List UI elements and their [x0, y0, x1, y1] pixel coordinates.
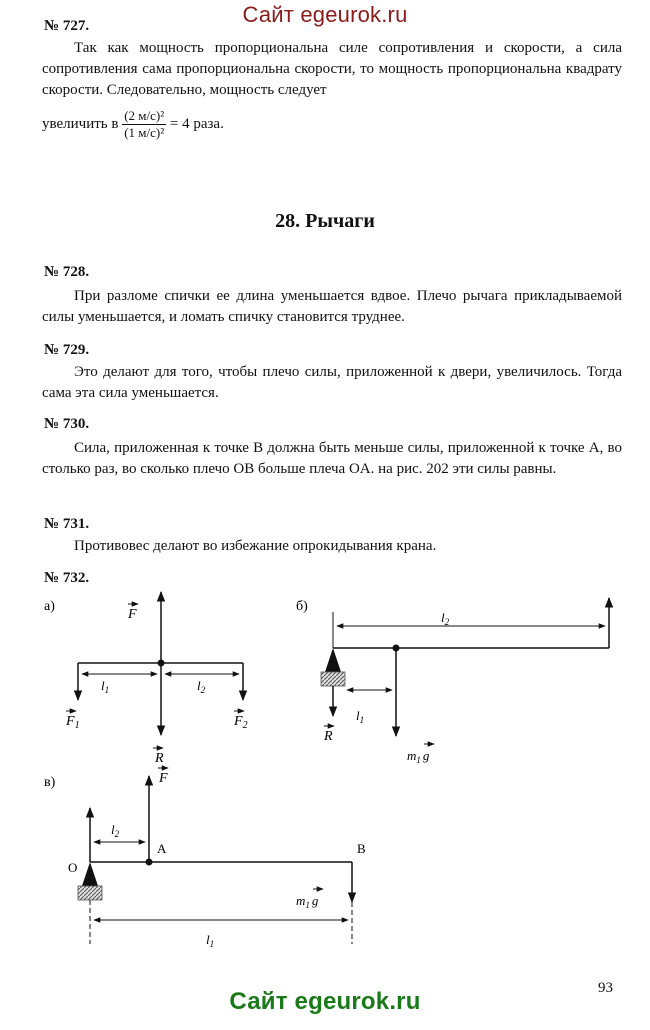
figure-a-F-label: F [128, 607, 137, 622]
site-watermark-top: Сайт egeurok.ru [242, 2, 408, 27]
figure-c-l1-label: $l_1$ [206, 932, 215, 949]
problem-729-number: № 729. [44, 342, 90, 358]
figure-c-O-label: O [68, 860, 78, 875]
figure-a-label: а) [44, 599, 55, 614]
figure-b-mg-label: $m_1$ g [407, 748, 430, 765]
site-watermark-bottom: Сайт egeurok.ru [229, 988, 421, 1015]
problem-728-text: При разломе спички ее длина уменьшается вдвое. Плечо рычага прикладываемой силы уменьшается, и ломать спичку становится труднее. [42, 288, 622, 325]
problem-727-number: № 727. [44, 18, 90, 34]
figure-b-l1-label: $l_1$ [356, 708, 365, 725]
problem-730-text: Сила, приложенная к точке B должна быть меньше силы, приложенной к точке A, во столько раз, во сколько плечо OB больше плеча OA. на рис. 202 эти силы равны. [42, 440, 622, 477]
fraction-denominator: (1 м/с)² [124, 125, 165, 140]
figure-b-l2-label: $l_2$ [441, 610, 450, 627]
figure-a-l2-label: $l_2$ [197, 678, 206, 695]
problem-731-text: Противовес делают во избежание опрокидывания крана. [74, 538, 437, 554]
problem-731-number: № 731. [44, 516, 90, 532]
problem-728-number: № 728. [44, 264, 90, 280]
figure-c-F-label: F [159, 771, 168, 786]
figure-b [296, 598, 609, 765]
figure-c-R-label: R [155, 751, 164, 766]
figure-b-R-label: R [324, 729, 333, 744]
section-title: 28. Рычаги [275, 210, 375, 232]
formula-prefix: увеличить в [42, 115, 119, 132]
figure-c-B-label: B [357, 841, 366, 856]
figure-b-support-base [321, 672, 345, 686]
problem-732-number: № 732. [44, 570, 90, 586]
figure-a [44, 592, 248, 735]
problem-730-number: № 730. [44, 416, 90, 432]
figure-c-A-label: A [157, 841, 167, 856]
formula-result: = 4 раза. [169, 115, 224, 132]
figure-b-fulcrum [325, 648, 341, 672]
problem-729-text: Это делают для того, чтобы плечо силы, приложенной к двери, увеличилось. Тогда сама эта сила уменьшается. [42, 364, 622, 401]
figure-c-support-base [78, 886, 102, 900]
page-number: 93 [598, 980, 613, 996]
problem-727-text: Так как мощность пропорциональна силе сопротивления и скорости, а сила сопротивления сама пропорциональна скорости, то мощность пропорциональна квадрату скорости. Следовательно, мощность следует [42, 40, 622, 98]
figure-c [44, 748, 366, 949]
figure-a-F1-label: $F_1$ [66, 714, 80, 731]
figure-c-label: в) [44, 775, 56, 790]
figure-a-l1-label: $l_1$ [101, 678, 110, 695]
figure-a-F2-label: $F_2$ [234, 714, 248, 731]
figure-c-l2-label: $l_2$ [111, 822, 120, 839]
fraction-numerator: (2 м/с)² [124, 108, 165, 123]
figure-c-mg-label: $m_1$ g [296, 893, 319, 910]
figure-c-fulcrum [82, 862, 98, 886]
figure-b-label: б) [296, 599, 308, 614]
